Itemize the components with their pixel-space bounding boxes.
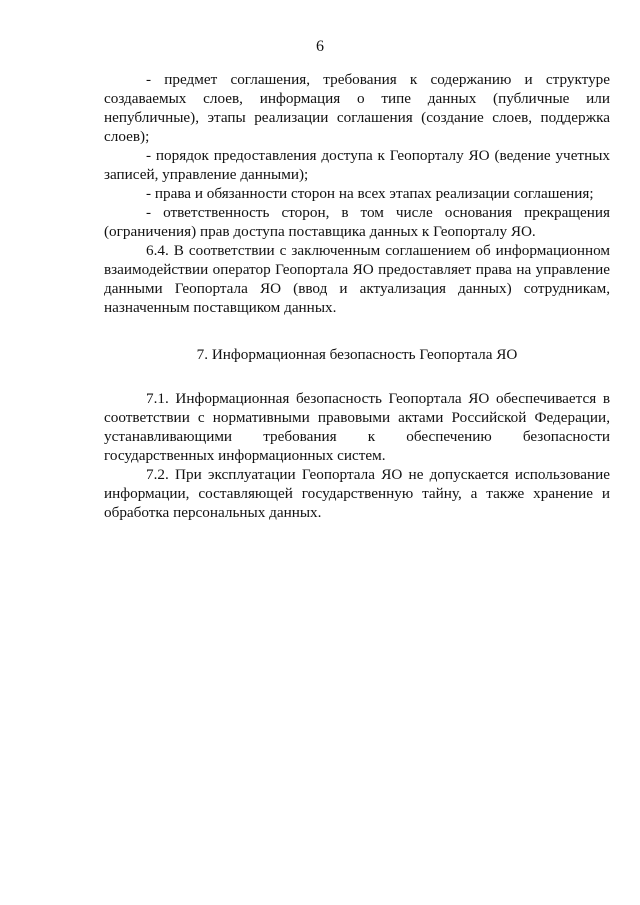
paragraph-7-2: 7.2. При эксплуатации Геопортала ЯО не допускается использование информации, составляющей государственную тайну, а также хранение и обработка персональных данных. bbox=[104, 466, 610, 521]
list-item-access-procedure: - порядок предоставления доступа к Геопорталу ЯО (ведение учетных записей, управление данными); bbox=[104, 147, 610, 183]
page-number: 6 bbox=[316, 38, 324, 55]
list-item-rights-obligations: - права и обязанности сторон на всех этапах реализации соглашения; bbox=[146, 185, 594, 202]
list-item-agreement-subject: - предмет соглашения, требования к содержанию и структуре создаваемых слоев, информация о типе данных (публичные или непубличные), этапы реализации соглашения (создание слоев, поддержка слоев); bbox=[104, 71, 610, 145]
paragraph-7-1: 7.1. Информационная безопасность Геопортала ЯО обеспечивается в соответствии с нормативными правовыми актами Российской Федерации, устанавливающими требования к обеспечению безопасности государственных информационных систем. bbox=[104, 390, 610, 464]
paragraph-6-4: 6.4. В соответствии с заключенным соглашением об информационном взаимодействии оператор Геопортала ЯО предоставляет права на управление данными Геопортала ЯО (ввод и актуализация данных) сотрудникам, назначенным поставщиком данных. bbox=[104, 242, 610, 316]
section-heading-7: 7. Информационная безопасность Геопортала ЯО bbox=[196, 346, 518, 363]
page-content bbox=[104, 70, 610, 522]
list-item-responsibility: - ответственность сторон, в том числе основания прекращения (ограничения) прав доступа поставщика данных к Геопорталу ЯО. bbox=[104, 204, 610, 240]
